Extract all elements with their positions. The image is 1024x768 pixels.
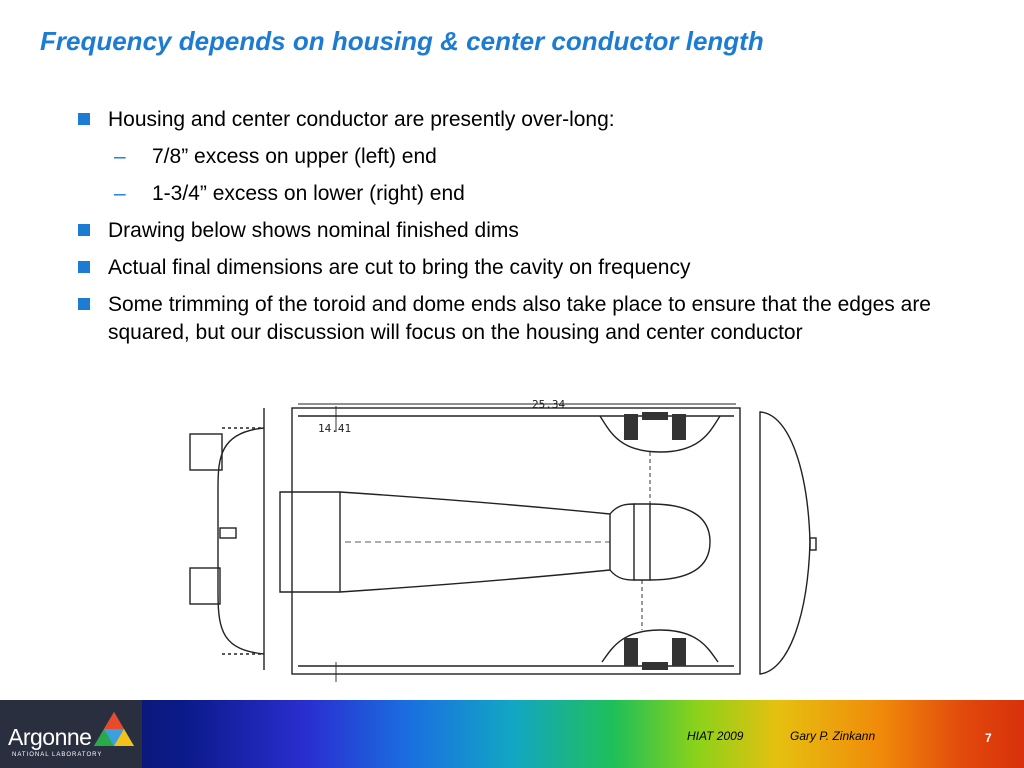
dash-bullet-icon: – xyxy=(114,182,126,205)
bullet-text: Some trimming of the toroid and dome ends also take place to ensure that the edges are squared, but our discussion will focus on the housing and center conductor xyxy=(108,293,931,344)
logo-subtitle: NATIONAL LABORATORY xyxy=(12,752,103,758)
square-bullet-icon xyxy=(78,224,90,236)
argonne-logo xyxy=(0,700,142,768)
slide-title: Frequency depends on housing & center conductor length xyxy=(40,26,764,56)
bullet-text: Drawing below shows nominal finished dims xyxy=(108,219,519,242)
bullet-item xyxy=(76,217,956,245)
argonne-triangle-icon xyxy=(92,710,136,748)
bullet-text: Housing and center conductor are presently over-long: xyxy=(108,108,615,131)
footer-author: Gary P. Zinkann xyxy=(790,729,876,743)
dash-bullet-icon: – xyxy=(114,145,126,168)
sub-bullet-text: 1-3/4” excess on lower (right) end xyxy=(152,182,465,205)
footer-bar xyxy=(0,700,1024,768)
logo-wordmark: Argonne xyxy=(8,724,92,750)
overall-length-label: 25.34 xyxy=(532,398,566,411)
bullet-item xyxy=(76,254,956,282)
bullet-item xyxy=(76,291,956,347)
square-bullet-icon xyxy=(78,113,90,125)
page-number: 7 xyxy=(985,731,992,745)
sub-bullet-item xyxy=(76,180,956,208)
cavity-drawing xyxy=(180,392,820,682)
inner-length-label: 14.41 xyxy=(318,422,352,435)
sub-bullet-text: 7/8” excess on upper (left) end xyxy=(152,145,437,168)
square-bullet-icon xyxy=(78,261,90,273)
bullet-item xyxy=(76,106,956,134)
square-bullet-icon xyxy=(78,298,90,310)
bullet-text: Actual final dimensions are cut to bring the cavity on frequency xyxy=(108,256,691,279)
bullet-list xyxy=(76,106,956,356)
sub-bullet-item xyxy=(76,143,956,171)
footer-conference: HIAT 2009 xyxy=(687,729,744,743)
